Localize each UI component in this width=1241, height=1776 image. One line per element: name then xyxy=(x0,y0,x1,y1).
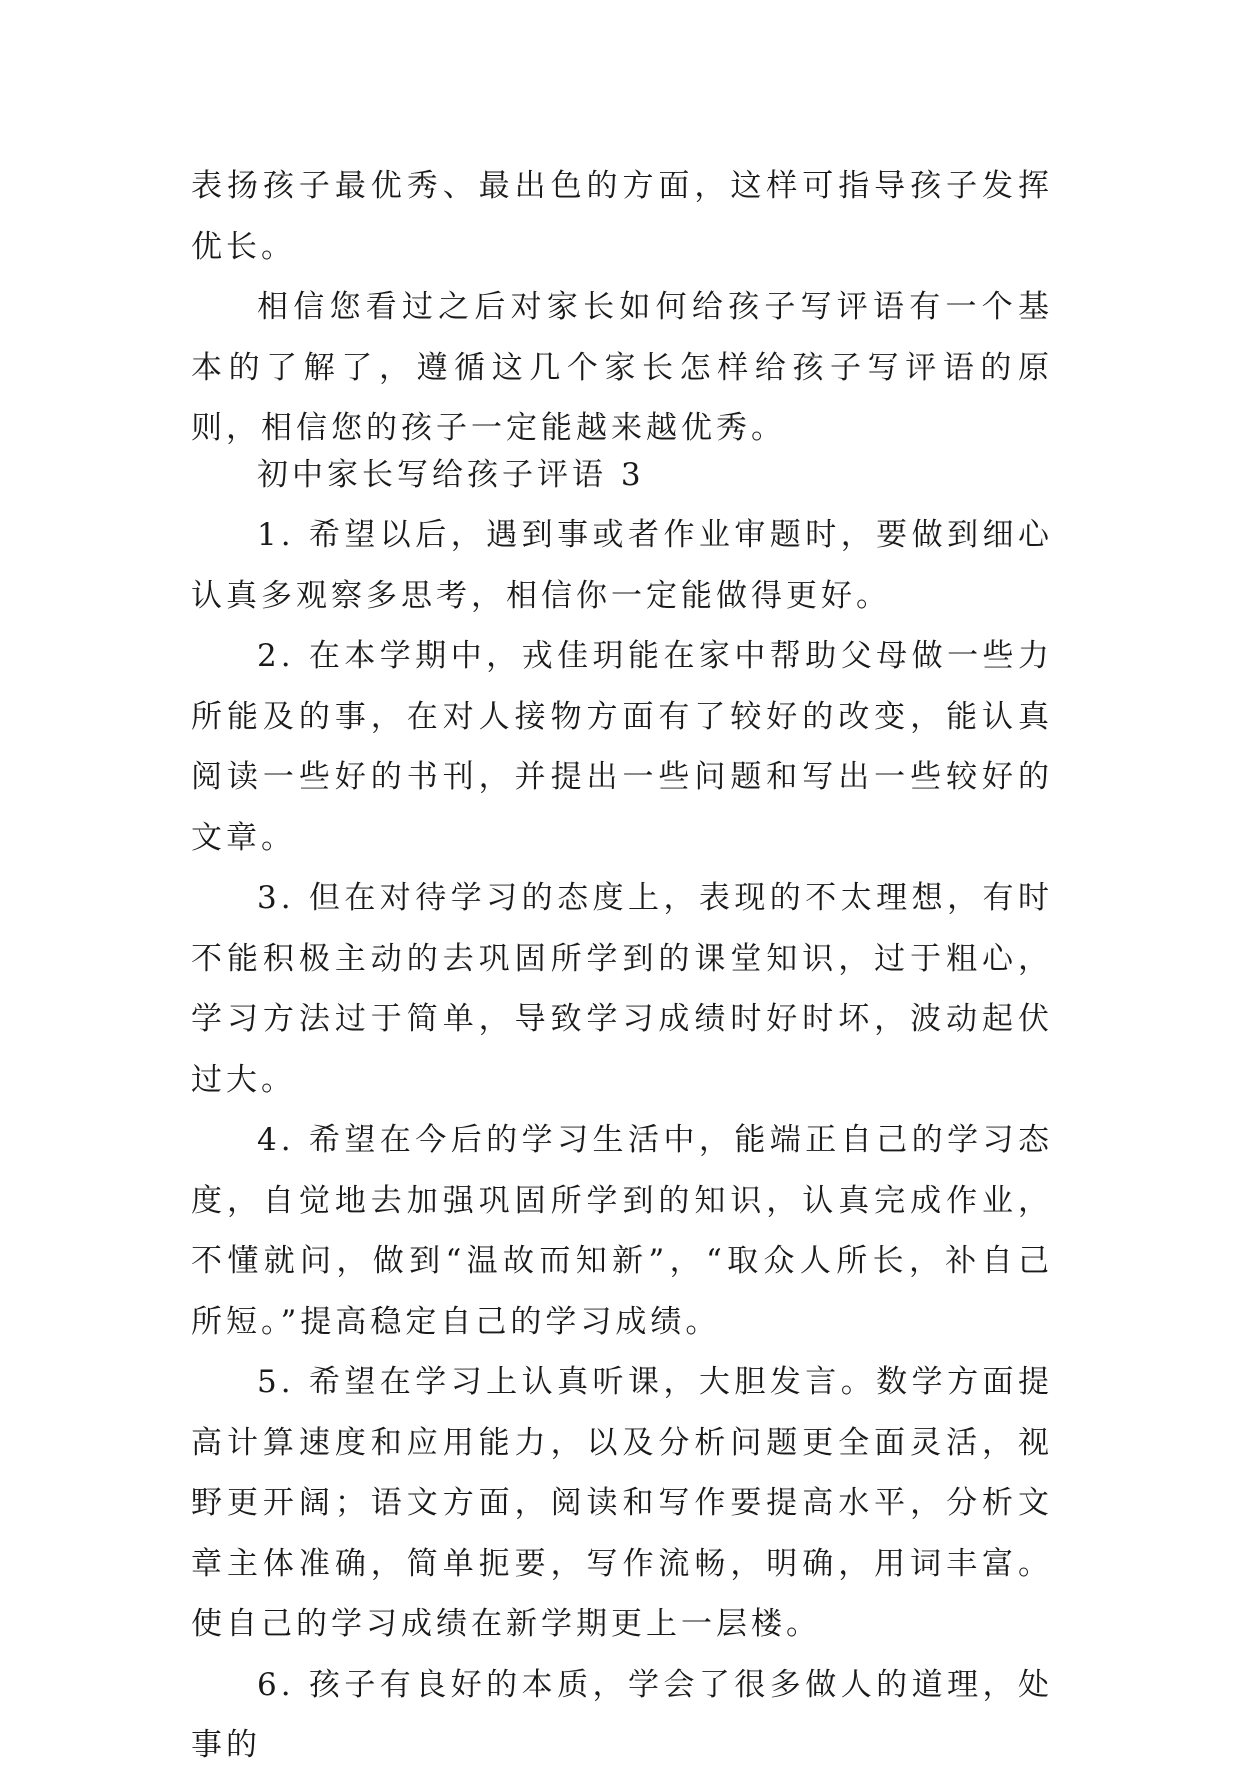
comment-item-5: 5. 希望在学习上认真听课，大胆发言。数学方面提高计算速度和应用能力，以及分析问题更全面灵活，视野更开阔；语文方面，阅读和写作要提高水平，分析文章主体准确，简单扼要，写作流畅，明确，用词丰富。使自己的学习成绩在新学期更上一层楼。 xyxy=(191,1364,1053,1642)
section-title: 初中家长写给孩子评语 3 xyxy=(257,457,645,493)
comment-item-2: 2. 在本学期中，戎佳玥能在家中帮助父母做一些力所能及的事，在对人接物方面有了较好的改变，能认真阅读一些好的书刊，并提出一些问题和写出一些较好的文章。 xyxy=(191,638,1053,856)
intro-text xyxy=(191,156,1053,459)
comment-item-3: 3. 但在对待学习的态度上，表现的不太理想，有时不能积极主动的去巩固所学到的课堂知识，过于粗心，学习方法过于简单，导致学习成绩时好时坏，波动起伏过大。 xyxy=(191,880,1053,1098)
comment-item-4: 4. 希望在今后的学习生活中，能端正自己的学习态度，自觉地去加强巩固所学到的知识，认真完成作业，不懂就问，做到“温故而知新”，“取众人所长，补自己所短。”提高稳定自己的学习成绩。 xyxy=(191,1122,1053,1340)
intro-paragraph-2: 相信您看过之后对家长如何给孩子写评语有一个基本的了解了，遵循这几个家长怎样给孩子写评语的原则，相信您的孩子一定能越来越优秀。 xyxy=(191,289,1053,446)
comment-item-6: 6. 孩子有良好的本质，学会了很多做人的道理，处事的 xyxy=(191,1666,1053,1763)
comment-item-1: 1. 希望以后，遇到事或者作业审题时，要做到细心认真多观察多思考，相信你一定能做得更好。 xyxy=(191,517,1053,614)
comment-list xyxy=(191,505,1053,1776)
intro-paragraph-1: 表扬孩子最优秀、最出色的方面，这样可指导孩子发挥优长。 xyxy=(191,168,1053,265)
